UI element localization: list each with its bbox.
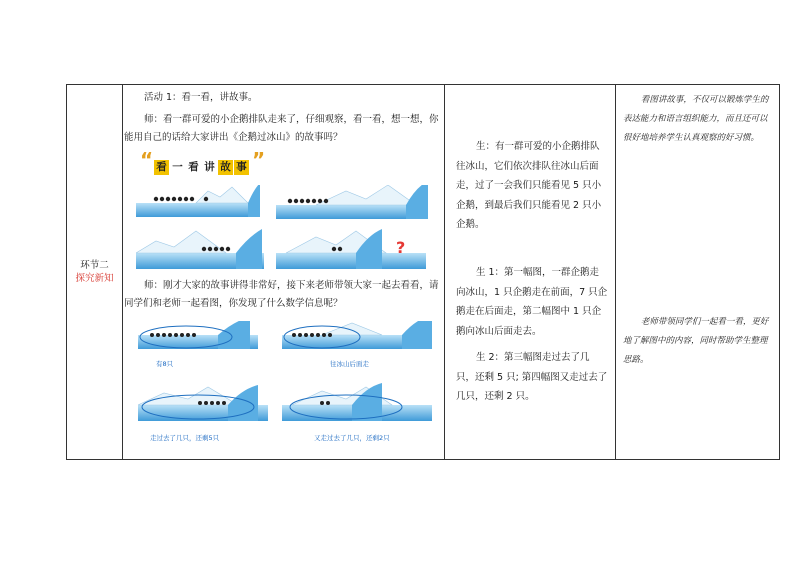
banner-char: 一 [172,161,183,173]
banner-char: 看 [154,160,169,175]
caption-1: 有8只 [156,360,174,368]
section-label-2: 探究新知 [75,273,114,284]
section-label-cell [67,85,122,459]
activity-title: 活动 1：看一看，讲故事。 [143,92,258,103]
design-intent-cell [617,85,779,459]
analysis-scene-1 [138,321,258,349]
analysis-scene-4 [282,383,432,421]
banner-char: 讲 [204,161,215,173]
column-divider [444,85,445,459]
caption-3: 走过去了几只，还剩5只 [150,434,220,442]
lesson-plan-table [66,84,780,460]
banner-char: 事 [234,160,249,175]
note-1: 看图讲故事，不仅可以锻炼学生的表达能力和语言组织能力，而且还可以很好地培养学生认真观察的好习惯。 [623,95,769,143]
student-answer-2: 生 2：第三幅图走过去了几只，还剩 5 只; 第四幅图又走过去了几只，还剩 2 只。 [456,352,608,402]
quote-mark-left: “ [140,148,154,172]
section-label-1: 环节二 [80,260,109,271]
student-answer-1: 生 1：第一幅图，一群企鹅走向冰山，1 只企鹅走在前面，7 只企鹅走在后面走，第二幅图中 1 只企鹅向冰山后面走去。 [456,267,608,337]
penguin-story-images [136,185,438,269]
analysis-scene-3 [138,385,268,421]
quote-mark-right: ” [252,148,266,172]
scene-1 [136,185,260,217]
scene-4 [276,229,426,269]
teacher-prompt-2: 师：刚才大家的故事讲得非常好，接下来老师带领大家一起去看看，请同学们和老师一起看图，你发现了什么数学信息呢？ [124,280,439,309]
caption-2: 往冰山后面走 [330,360,369,368]
analysis-scene-2 [282,321,432,349]
banner-char: 故 [218,160,233,175]
student-activity-cell [446,85,614,459]
student-answer-0: 生：有一群可爱的小企鹅排队往冰山，它们依次排队往冰山后面走，过了一会我们只能看见 5 只小企鹅，到最后我们只能看见 2 只小企鹅。 [456,141,602,230]
scene-2 [276,185,428,219]
caption-4: 又走过去了几只，还剩2只 [314,434,390,442]
banner-char: 看 [188,161,199,173]
teacher-activity-cell [124,89,442,457]
question-mark-icon: ? [396,238,406,257]
column-divider [615,85,616,459]
note-2: 老师带领同学们一起看一看，更好地了解图中的内容，同时帮助学生整理思路。 [623,317,769,365]
column-divider [122,85,123,459]
penguin-analysis-images [138,321,438,441]
story-banner [140,148,270,177]
scene-3 [136,229,264,269]
teacher-prompt-1: 师：看一群可爱的小企鹅排队走来了，仔细观察，看一看，想一想，你能用自己的话给大家讲出《企鹅过冰山》的故事吗？ [124,114,439,143]
